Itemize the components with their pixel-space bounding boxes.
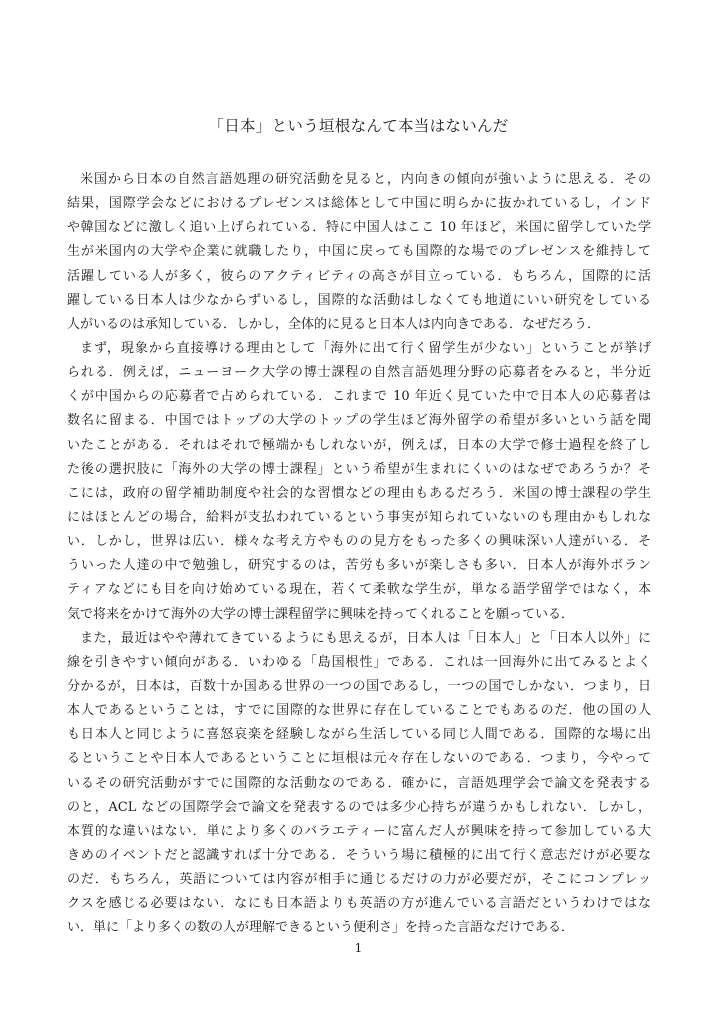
paragraph-3-line: も日本人と同じように喜怒哀楽を経験しながら生活している同じ人間である．国際的な場に出 (67, 727, 651, 743)
paragraph-3-line: 本質的な違いはない．単により多くのバラエティーに富んだ人が興味を持って参加している大 (67, 823, 651, 839)
paragraph-2-line: られる．例えば，ニューヨーク大学の博士課程の自然言語処理分野の応募者をみると，半分近 (67, 365, 651, 381)
paragraph-3-line: いるその研究活動がすでに国際的な活動なのである．確かに，言語処理学会で論文を発表する (67, 775, 651, 791)
paragraph-2-line: 気で将来をかけて海外の大学の博士課程留学に興味を持ってくれることを願っている． (67, 606, 575, 622)
paragraph-3-line: るということや日本人であるということに垣根は元々存在しないのである．つまり，今やって (67, 751, 651, 767)
paragraph-2-line: ティアなどにも目を向け始めている現在，若くて柔軟な学生が，単なる語学留学ではなく，本 (67, 582, 651, 598)
paragraph-3-line: 分かるが，日本は，百数十か国ある世界の一つの国であるし，一つの国でしかない．つまり，日 (67, 678, 651, 694)
paragraph-2-line: た後の選択肢に「海外の大学の博士課程」という希望が生まれにくいのはなぜであろうか？そ (67, 461, 651, 477)
paragraph-3-line: のと，ACL などの国際学会で論文を発表するのでは多少心持ちが違うかもしれない．しかし， (67, 799, 651, 815)
paragraph-3-line: きめのイベントだと認識すれば十分である．そういう場に積極的に出て行く意志だけが必要な (67, 847, 651, 863)
paragraph-1-line: 活躍している人が多く，彼らのアクティビティの高さが目立っている．もちろん，国際的に活 (67, 268, 651, 284)
paragraph-1-line: 躍している日本人は少なからずいるし，国際的な活動はしなくても地道にいい研究をしている (67, 292, 651, 308)
paragraph-2-line: ういった人達の中で勉強し，研究するのは，苦労も多いが楽しさも多い．日本人が海外ボラン (67, 558, 651, 574)
paragraph-3-line: い．単に「より多くの数の人が理解できるという便利さ」を持った言語なだけである． (67, 920, 575, 936)
paragraph-2-line: 数名に留まる．中国ではトップの大学のトップの学生ほど海外留学の希望が多いという話を聞 (67, 413, 651, 429)
paragraph-2-line: い．しかし，世界は広い．様々な考え方やものの見方をもった多くの興味深い人達がいる．そ (67, 534, 651, 550)
paragraph-3-line: 線を引きやすい傾向がある．いわゆる「島国根性」である．これは一回海外に出てみるとよく (67, 654, 651, 670)
paragraph-3-line: のだ．もちろん，英語については内容が相手に通じるだけの力が必要だが，そこにコンプレッ (67, 872, 651, 888)
paragraph-2-line: いたことがある．それはそれで極端かもしれないが，例えば，日本の大学で修士過程を終了し (67, 437, 651, 453)
paragraph-2-line: こには，政府の留学補助制度や社会的な習慣などの理由もあるだろう．米国の博士課程の学生 (67, 485, 651, 501)
paragraph-2-line: にはほとんどの場合，給料が支払われているという事実が知られていないのも理由かもしれな (67, 509, 651, 525)
paragraph-2-line: くが中国からの応募者で占められている．これまで 10 年近く見ていた中で日本人の応募者は (67, 389, 651, 405)
paragraph-3-line: クスを感じる必要はない．なにも日本語よりも英語の方が進んでいる言語だというわけではな (67, 896, 651, 912)
document-body (67, 168, 651, 941)
paragraph-1-line: や韓国などに激しく追い上げられている．特に中国人はここ 10 年ほど，米国に留学していた学 (67, 220, 651, 236)
paragraph-2-line: まず，現象から直接導ける理由として「海外に出て行く留学生が少ない」ということが挙げ (80, 340, 651, 356)
paragraph-3-line: また，最近はやや薄れてきているようにも思えるが，日本人は「日本人」と「日本人以外」に (80, 630, 651, 646)
paragraph-1-line: 米国から日本の自然言語処理の研究活動を見ると，内向きの傾向が強いように思える．その (80, 172, 651, 187)
document-title: 「日本」という垣根なんて本当はないんだ (208, 117, 509, 135)
paragraph-1-line: 人がいるのは承知している．しかし，全体的に見ると日本人は内向きである．なぜだろう． (67, 316, 601, 332)
paragraph-1-line: 生が米国内の大学や企業に就職したり，中国に戻っても国際的な場でのプレゼンスを維持して (67, 244, 651, 260)
paragraph-1-line: 結果，国際学会などにおけるプレゼンスは総体として中国に明らかに抜かれているし，インド (67, 196, 651, 212)
paragraph-3-line: 本人であるということは，すでに国際的な世界に存在していることでもあるのだ．他の国の人 (67, 703, 651, 719)
page-number: 1 (354, 941, 363, 955)
